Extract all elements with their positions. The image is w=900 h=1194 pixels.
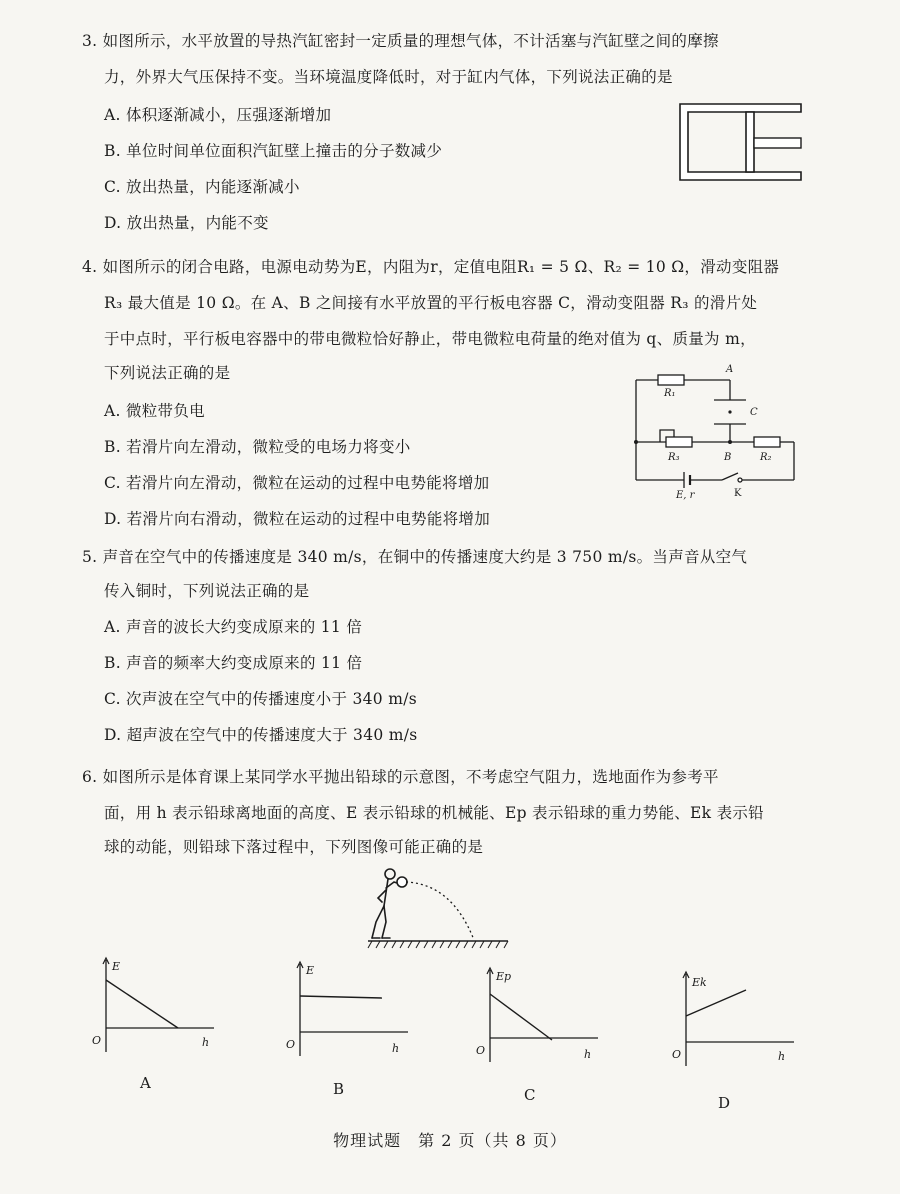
q4-option-c: C. 若滑片向左滑动，微粒在运动的过程中电势能将增加 (104, 474, 490, 492)
q4-stem-line4: 下列说法正确的是 (104, 364, 231, 382)
graph-d-ylabel: Ek (692, 976, 707, 989)
q6-stem-line3: 球的动能，则铅球下落过程中，下列图像可能正确的是 (104, 838, 484, 856)
shot-put-figure (362, 862, 512, 952)
q3-stem-line1: 3. 如图所示，水平放置的导热汽缸密封一定质量的理想气体，不计活塞与汽缸壁之间的摩擦 (82, 32, 719, 50)
graph-b-xlabel: h (392, 1042, 400, 1055)
circuit-label-c: C (750, 407, 758, 418)
circuit-label-er: E, r (676, 490, 695, 501)
q4-stem-line3: 于中点时，平行板电容器中的带电微粒恰好静止，带电微粒电荷量的绝对值为 q、质量为 m， (104, 330, 756, 348)
graph-a-ylabel: E (112, 960, 121, 973)
q5-stem-line2: 传入铜时，下列说法正确的是 (104, 582, 310, 600)
graph-c-xlabel: h (584, 1048, 592, 1061)
circuit-label-r3: R₃ (668, 452, 680, 463)
circuit-label-k: K (734, 488, 742, 499)
graph-d-xlabel: h (778, 1050, 786, 1063)
q3-option-a: A. 体积逐渐减小，压强逐渐增加 (104, 106, 332, 124)
q5-option-d: D. 超声波在空气中的传播速度大于 340 m/s (104, 726, 418, 744)
q6-stem-line2: 面，用 h 表示铅球离地面的高度、E 表示铅球的机械能、Ep 表示铅球的重力势能、Ek 表示铅 (104, 804, 764, 822)
graph-c-origin: O (476, 1044, 486, 1057)
graph-a (86, 956, 216, 1056)
circuit-label-b: B (724, 452, 732, 463)
graph-c-ylabel: Ep (496, 970, 512, 983)
circuit-label-r1: R₁ (664, 388, 676, 399)
q4-stem-line1: 4. 如图所示的闭合电路，电源电动势为E，内阻为r，定值电阻R₁ = 5 Ω、R₂ = 10 Ω，滑动变阻器 (82, 258, 780, 276)
circuit-label-a: A (726, 364, 734, 375)
graph-c-label: C (524, 1086, 536, 1104)
graph-b-origin: O (286, 1038, 296, 1051)
q5-option-b: B. 声音的频率大约变成原来的 11 倍 (104, 654, 363, 672)
graph-a-origin: O (92, 1034, 102, 1047)
q3-stem-line2: 力，外界大气压保持不变。当环境温度降低时，对于缸内气体，下列说法正确的是 (104, 68, 673, 86)
graph-c (470, 966, 600, 1066)
graph-a-label: A (140, 1074, 151, 1092)
circuit-figure (630, 362, 800, 502)
q3-option-d: D. 放出热量，内能不变 (104, 214, 269, 232)
q4-option-d: D. 若滑片向右滑动，微粒在运动的过程中电势能将增加 (104, 510, 491, 528)
q5-stem-line1: 5. 声音在空气中的传播速度是 340 m/s，在铜中的传播速度大约是 3 750 m/s。当声音从空气 (82, 548, 748, 566)
q4-stem-line2: R₃ 最大值是 10 Ω。在 A、B 之间接有水平放置的平行板电容器 C，滑动变阻器 R₃ 的滑片处 (104, 294, 758, 312)
q6-stem-line1: 6. 如图所示是体育课上某同学水平抛出铅球的示意图，不考虑空气阻力，选地面作为参考平 (82, 768, 719, 786)
q5-option-a: A. 声音的波长大约变成原来的 11 倍 (104, 618, 363, 636)
q4-option-a: A. 微粒带负电 (104, 402, 205, 420)
page-footer: 物理试题 第 2 页（共 8 页） (333, 1131, 567, 1150)
graph-b-ylabel: E (306, 964, 315, 977)
graph-d-label: D (718, 1094, 731, 1112)
cylinder-figure (676, 100, 806, 190)
q5-option-c: C. 次声波在空气中的传播速度小于 340 m/s (104, 690, 417, 708)
circuit-label-r2: R₂ (760, 452, 772, 463)
graph-b (280, 960, 410, 1060)
graph-d (666, 970, 796, 1070)
q4-option-b: B. 若滑片向左滑动，微粒受的电场力将变小 (104, 438, 411, 456)
graph-b-label: B (333, 1080, 345, 1098)
graph-a-xlabel: h (202, 1036, 210, 1049)
graph-d-origin: O (672, 1048, 682, 1061)
q3-option-c: C. 放出热量，内能逐渐减小 (104, 178, 300, 196)
q3-option-b: B. 单位时间单位面积汽缸壁上撞击的分子数减少 (104, 142, 443, 160)
